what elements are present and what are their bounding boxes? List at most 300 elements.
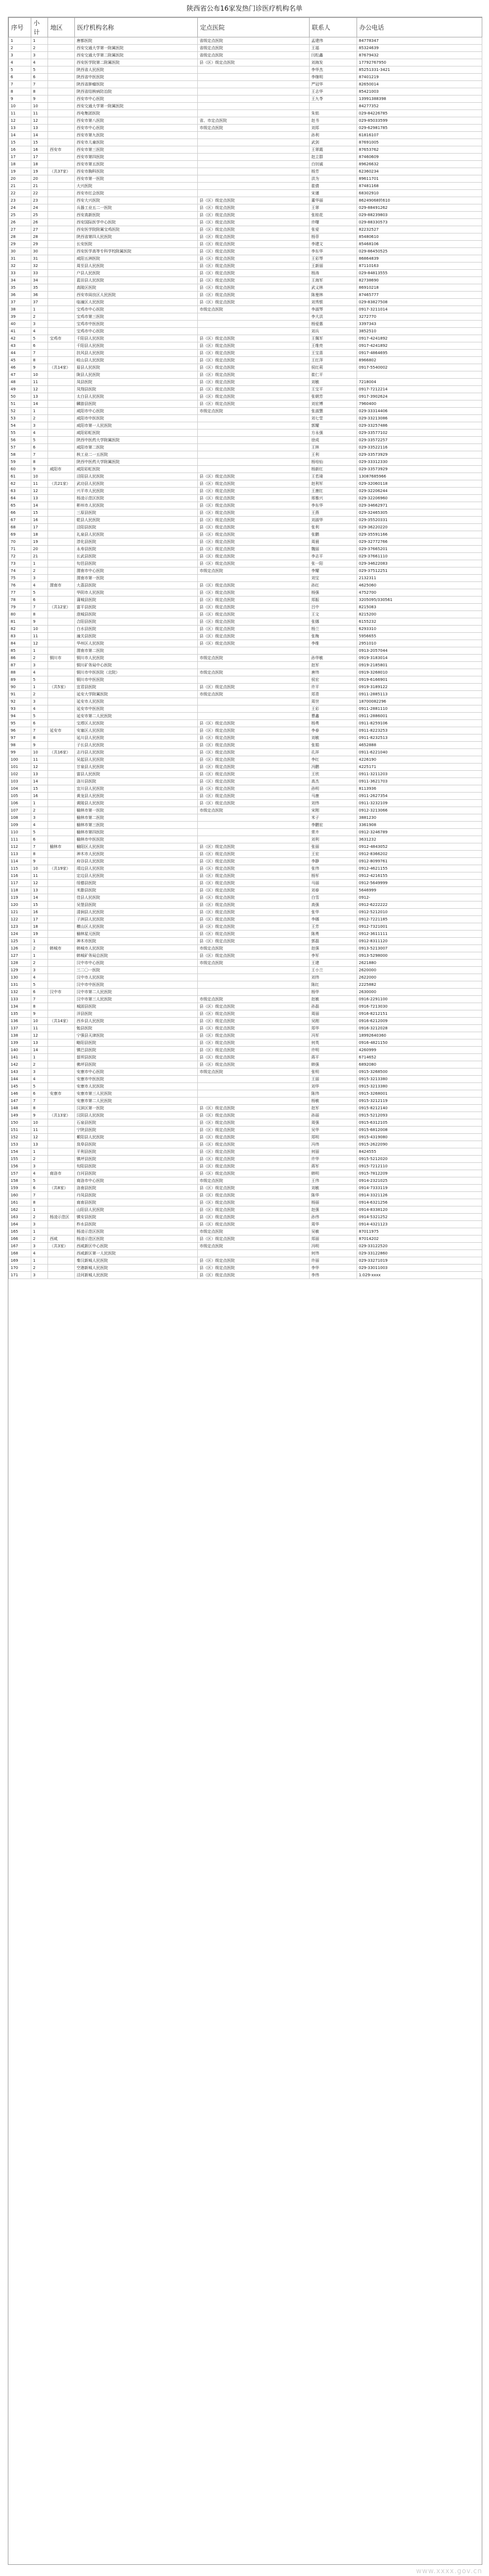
row-region [48, 618, 75, 626]
table-row [9, 633, 482, 640]
row-subtotal: 2 [31, 415, 48, 422]
row-phone: 029-33522116 [357, 444, 482, 451]
row-region [48, 952, 75, 960]
row-phone: 029-32206244 [357, 488, 482, 495]
row-hospital-name: 汉阴县人民医院 [75, 1112, 198, 1119]
table-row [9, 495, 482, 502]
row-subtotal: 15 [31, 139, 48, 146]
row-index: 23 [9, 197, 31, 204]
row-index: 54 [9, 422, 31, 430]
row-designation: 县（区）级定点医院 [198, 509, 310, 517]
row-phone: 0912-7221185 [357, 916, 482, 923]
row-subtotal: 1 [31, 800, 48, 807]
row-index: 40 [9, 321, 31, 328]
row-hospital-name: 咸阳市中心医院 [75, 408, 198, 415]
row-contact: 刘七堂 [310, 415, 357, 422]
row-subtotal: 17 [31, 524, 48, 531]
row-region [48, 1119, 75, 1127]
row-hospital-name: 榆林市第三医院 [75, 822, 198, 829]
table-row [9, 1039, 482, 1047]
row-designation: 县（区）级定点医院 [198, 1127, 310, 1134]
row-contact: 杨华 [310, 989, 357, 996]
row-region [48, 517, 75, 524]
row-index: 69 [9, 531, 31, 538]
row-phone: 82650014 [357, 81, 482, 88]
row-designation [198, 466, 310, 473]
row-index: 95 [9, 720, 31, 727]
row-region [48, 444, 75, 451]
table-row [9, 284, 482, 292]
row-index: 123 [9, 923, 31, 931]
row-designation: 县（区）级定点医院 [198, 502, 310, 509]
row-subtotal: 16 [31, 793, 48, 800]
row-designation: 县（区）级定点医院 [198, 1003, 310, 1010]
row-region [48, 676, 75, 684]
row-region [48, 626, 75, 633]
row-hospital-name: 镇坪县医院 [75, 1156, 198, 1163]
table-row [9, 263, 482, 270]
row-index: 22 [9, 190, 31, 197]
row-index: 8 [9, 88, 31, 96]
row-hospital-name: 乾县人民医院 [75, 517, 198, 524]
row-subtotal: 7 [31, 1192, 48, 1199]
row-index: 4 [9, 59, 31, 66]
row-phone: 87679432 [357, 52, 482, 59]
row-contact: 孙利 [310, 132, 357, 139]
row-designation [198, 698, 310, 705]
row-region [48, 669, 75, 676]
row-subtotal: 3 [31, 698, 48, 705]
row-subtotal: 13 [31, 393, 48, 400]
row-subtotal: 12 [31, 764, 48, 771]
row-subtotal: 12 [31, 386, 48, 393]
row-subtotal: 13 [31, 495, 48, 502]
row-subtotal: 9 [31, 364, 48, 371]
row-designation [198, 415, 310, 422]
row-index: 126 [9, 945, 31, 952]
row-region [48, 1127, 75, 1134]
row-hospital-name: 杨凌示范区医院 [75, 495, 198, 502]
row-designation: 县（区）级定点医院 [198, 764, 310, 771]
row-index: 130 [9, 974, 31, 981]
table-row [9, 146, 482, 154]
table-row [9, 393, 482, 400]
row-region [48, 647, 75, 655]
row-hospital-name: 清涧县人民医院 [75, 909, 198, 916]
row-subtotal: 14 [31, 400, 48, 408]
row-subtotal: 6 [31, 1090, 48, 1098]
row-phone: 7218004 [357, 379, 482, 386]
row-contact: 吕中 [310, 604, 357, 611]
row-designation: 县（区）级定点医院 [198, 952, 310, 960]
row-contact: 米子 [310, 814, 357, 822]
row-subtotal: 11 [31, 379, 48, 386]
row-hospital-name: 神木市医院 [75, 938, 198, 945]
row-contact: 刘宝 [310, 575, 357, 582]
row-region [48, 938, 75, 945]
row-hospital-name: 礼泉县人民医院 [75, 531, 198, 538]
row-subtotal: 17 [31, 154, 48, 161]
row-phone: 029-32772766 [357, 538, 482, 546]
row-designation [198, 103, 310, 110]
row-designation: 县（区）级定点医院 [198, 1112, 310, 1119]
row-subtotal: 4 [31, 822, 48, 829]
row-region [48, 894, 75, 901]
table-row [9, 1250, 482, 1257]
row-designation: 县（区）级定点医院 [198, 771, 310, 778]
row-hospital-name: 铜川市人民医院 [75, 655, 198, 662]
row-index: 146 [9, 1090, 31, 1098]
row-hospital-name: 铜川市中医医院 [75, 676, 198, 684]
row-contact: 张华 [310, 909, 357, 916]
table-row [9, 1257, 482, 1265]
row-phone: 029-36220220 [357, 524, 482, 531]
row-index: 2 [9, 45, 31, 52]
row-subtotal: 2 [31, 960, 48, 967]
row-hospital-name: 志丹县人民医院 [75, 749, 198, 756]
row-region [48, 1177, 75, 1185]
row-region [48, 1003, 75, 1010]
row-hospital-name: 咸阳五洲医院 [75, 255, 198, 263]
row-phone: 87401219 [357, 74, 482, 81]
table-row [9, 655, 482, 662]
row-region: （共19家） [48, 865, 75, 872]
row-region [48, 161, 75, 168]
row-hospital-name: 韩城市人民医院 [75, 945, 198, 952]
row-region [48, 640, 75, 647]
row-subtotal: 28 [31, 233, 48, 241]
row-index: 43 [9, 342, 31, 350]
row-contact: 孔祥 [310, 749, 357, 756]
row-subtotal: 13 [31, 1141, 48, 1148]
row-subtotal: 4 [31, 430, 48, 437]
row-phone: 4625060 [357, 582, 482, 589]
row-region [48, 451, 75, 459]
row-contact: 赵敏 [310, 996, 357, 1003]
row-contact: 孙华敏 [310, 655, 357, 662]
row-index: 109 [9, 822, 31, 829]
row-contact: 周世 [310, 698, 357, 705]
row-index: 82 [9, 626, 31, 633]
row-hospital-name: 吴堡县医院 [75, 901, 198, 909]
row-designation: 县（区）级定点医院 [198, 1010, 310, 1018]
row-designation: 市级定点医院 [198, 691, 310, 698]
row-subtotal: 8 [31, 1105, 48, 1112]
row-subtotal: 3 [31, 814, 48, 822]
row-contact: 张淑慧 [310, 408, 357, 415]
row-phone: 84778347 [357, 37, 482, 45]
table-row [9, 277, 482, 284]
row-subtotal: 16 [31, 146, 48, 154]
row-region [48, 400, 75, 408]
row-index: 19 [9, 168, 31, 175]
row-index: 157 [9, 1170, 31, 1177]
row-hospital-name: 榆林市第一医院 [75, 807, 198, 814]
row-phone: 0917-3211014 [357, 306, 482, 313]
row-subtotal: 1 [31, 1206, 48, 1214]
row-region: （共12家） [48, 604, 75, 611]
row-index: 60 [9, 466, 31, 473]
row-subtotal: 14 [31, 894, 48, 901]
row-subtotal: 11 [31, 110, 48, 117]
table-row [9, 328, 482, 335]
row-designation [198, 459, 310, 466]
row-subtotal: 7 [31, 604, 48, 611]
row-index: 41 [9, 328, 31, 335]
row-contact: 董华丽 [310, 197, 357, 204]
row-region: 西安市 [48, 146, 75, 154]
row-hospital-name: 韩城矿务局总医院 [75, 952, 198, 960]
row-region [48, 589, 75, 597]
row-contact: 王文 [310, 611, 357, 618]
row-hospital-name: 汉中市人民医院 [75, 974, 198, 981]
row-designation: 县（区）级定点医院 [198, 1039, 310, 1047]
table-row [9, 589, 482, 597]
row-contact: 张桂花 [310, 212, 357, 219]
table-row [9, 531, 482, 538]
row-designation: 县（区）级定点医院 [198, 473, 310, 480]
row-contact: 赵强 [310, 945, 357, 952]
row-designation: 县（区）级定点医院 [198, 1054, 310, 1061]
row-region [48, 662, 75, 669]
row-hospital-name: 兴平市人民医院 [75, 488, 198, 495]
row-region [48, 1098, 75, 1105]
row-contact: 陈伟 [310, 1090, 357, 1098]
row-phone: 0915-3268001 [357, 1090, 482, 1098]
row-designation: 县（区）级定点医院 [198, 1032, 310, 1039]
row-subtotal: 3 [31, 422, 48, 430]
row-region [48, 1199, 75, 1206]
table-row [9, 822, 482, 829]
row-phone: 82738690 [357, 277, 482, 284]
row-subtotal: 4 [31, 328, 48, 335]
row-region: （共14家） [48, 1018, 75, 1025]
row-hospital-name: 扶风县人民医院 [75, 350, 198, 357]
row-contact: 高强 [310, 901, 357, 909]
row-designation: 市级定点医院 [198, 807, 310, 814]
row-contact: 魏丽 [310, 546, 357, 553]
header-designation: 定点医院 [198, 18, 310, 37]
row-index: 74 [9, 567, 31, 575]
row-contact: 孙丽 [310, 1112, 357, 1119]
table-row [9, 582, 482, 589]
row-phone: 0916-6212009 [357, 1018, 482, 1025]
row-hospital-name: 佳县人民医院 [75, 894, 198, 901]
row-index: 37 [9, 299, 31, 306]
row-phone: 0914-2321025 [357, 1177, 482, 1185]
row-phone: 89626632 [357, 161, 482, 168]
row-region [48, 851, 75, 858]
table-row [9, 1265, 482, 1272]
row-index: 94 [9, 713, 31, 720]
row-hospital-name: 岐山县人民医院 [75, 357, 198, 364]
row-designation: 县（区）级定点医院 [198, 1163, 310, 1170]
row-subtotal: 6 [31, 597, 48, 604]
row-phone: 029-33573929 [357, 466, 482, 473]
row-index: 89 [9, 676, 31, 684]
row-hospital-name: 秦汉新城人民医院 [75, 1257, 198, 1265]
row-index: 45 [9, 357, 31, 364]
row-phone: 13087685966 [357, 473, 482, 480]
row-index: 50 [9, 393, 31, 400]
row-designation [198, 705, 310, 713]
row-phone: 0916-2291100 [357, 996, 482, 1003]
row-contact: 侯红莉 [310, 364, 357, 371]
table-row [9, 132, 482, 139]
row-designation [198, 110, 310, 117]
table-row [9, 415, 482, 422]
row-region [48, 110, 75, 117]
row-region: （共37家） [48, 168, 75, 175]
row-designation: 县（区）级定点医院 [198, 219, 310, 226]
row-hospital-name: 咸阳市第二医院 [75, 444, 198, 451]
row-index: 159 [9, 1185, 31, 1192]
row-region [48, 37, 75, 45]
row-contact: 李伟 [310, 1272, 357, 1279]
row-index: 104 [9, 785, 31, 793]
row-phone: 6892080 [357, 1061, 482, 1068]
row-phone: 85480610 [357, 233, 482, 241]
table-row [9, 161, 482, 168]
row-contact: 王欣 [310, 771, 357, 778]
row-subtotal: 23 [31, 197, 48, 204]
row-index: 63 [9, 488, 31, 495]
row-contact: 李华杰 [310, 66, 357, 74]
row-index: 35 [9, 284, 31, 292]
row-region [48, 560, 75, 567]
row-region [48, 350, 75, 357]
row-region [48, 197, 75, 204]
row-index: 161 [9, 1199, 31, 1206]
row-designation: 县（区）级定点医院 [198, 480, 310, 488]
row-phone: 0912-8099761 [357, 858, 482, 865]
row-index: 145 [9, 1083, 31, 1090]
header-subtotal: 小计 [31, 18, 48, 37]
row-index: 87 [9, 662, 31, 669]
row-subtotal: 6 [31, 74, 48, 81]
row-region [48, 459, 75, 466]
row-region [48, 190, 75, 197]
row-contact: 张梅 [310, 633, 357, 640]
row-region [48, 698, 75, 705]
row-index: 36 [9, 292, 31, 299]
row-hospital-name: 宝鸡市第三医院 [75, 313, 198, 321]
table-row [9, 909, 482, 916]
row-designation: 县（区）级定点医院 [198, 880, 310, 887]
row-hospital-name: 泾阳县人民医院 [75, 473, 198, 480]
row-phone: 0914-3321126 [357, 1192, 482, 1199]
row-contact: 杨爱惠 [310, 321, 357, 328]
row-phone: 029-33573929 [357, 451, 482, 459]
row-phone: 87460609 [357, 154, 482, 161]
row-designation: 县（区）级定点医院 [198, 538, 310, 546]
table-row [9, 37, 482, 45]
row-contact: 陈红 [310, 981, 357, 989]
row-subtotal: 12 [31, 488, 48, 495]
row-phone: 029-33312330 [357, 459, 482, 466]
table-row [9, 444, 482, 451]
row-contact: 杨敏 [310, 1098, 357, 1105]
row-designation: 县（区）级定点医院 [198, 495, 310, 502]
row-designation: 县（区）级定点医院 [198, 872, 310, 880]
row-region [48, 1105, 75, 1112]
table-row [9, 872, 482, 880]
row-designation: 省级定点医院 [198, 37, 310, 45]
table-row [9, 248, 482, 255]
row-phone: 2621880 [357, 960, 482, 967]
row-index: 136 [9, 1018, 31, 1025]
row-hospital-name: 华州区人民医院 [75, 640, 198, 647]
row-designation: 县（区）级定点医院 [198, 233, 310, 241]
row-designation [198, 676, 310, 684]
row-hospital-name: 蒲城县医院 [75, 597, 198, 604]
row-subtotal: 1 [31, 408, 48, 415]
row-hospital-name: 渭南市中心医院 [75, 567, 198, 575]
row-subtotal: 1 [31, 952, 48, 960]
row-subtotal: 9 [31, 618, 48, 626]
row-hospital-name: 汉中市中心医院 [75, 960, 198, 967]
row-region [48, 103, 75, 110]
row-contact: 徐成 [310, 437, 357, 444]
row-designation: 市级定点医院 [198, 567, 310, 575]
table-row [9, 226, 482, 233]
table-row [9, 371, 482, 379]
table-row [9, 517, 482, 524]
table-row [9, 1025, 482, 1032]
row-subtotal: 9 [31, 1010, 48, 1018]
row-phone: 87014202 [357, 1235, 482, 1243]
row-subtotal: 4 [31, 974, 48, 981]
row-index: 31 [9, 255, 31, 263]
table-row [9, 270, 482, 277]
table-row [9, 887, 482, 894]
table-row [9, 1003, 482, 1010]
row-region: 咸阳市 [48, 466, 75, 473]
row-region [48, 1134, 75, 1141]
row-designation: 县（区）级定点医院 [198, 1018, 310, 1025]
row-contact: 杨丽 [310, 1199, 357, 1206]
row-subtotal: 15 [31, 785, 48, 793]
row-subtotal: 2 [31, 45, 48, 52]
row-hospital-name: 富平县医院 [75, 604, 198, 611]
row-region [48, 1047, 75, 1054]
row-phone: 0911-6221040 [357, 749, 482, 756]
row-subtotal: 13 [31, 771, 48, 778]
row-index: 7 [9, 81, 31, 88]
row-index: 141 [9, 1054, 31, 1061]
row-contact: 陈华 [310, 1192, 357, 1199]
row-subtotal: 6 [31, 989, 48, 996]
row-subtotal: 3 [31, 1068, 48, 1076]
row-designation [198, 430, 310, 437]
row-region [48, 793, 75, 800]
table-row [9, 974, 482, 981]
row-phone: 029-33572257 [357, 437, 482, 444]
row-phone: 17792767950 [357, 59, 482, 66]
row-designation: 县（区）级定点医院 [198, 197, 310, 204]
row-contact: 刘敏 [310, 734, 357, 742]
table-row [9, 618, 482, 626]
row-contact: 王九苓 [310, 96, 357, 103]
row-designation: 县（区）级定点医院 [198, 589, 310, 597]
row-hospital-name: 西咸新区第一人民医院 [75, 1250, 198, 1257]
row-contact: 杨培仙 [310, 459, 357, 466]
table-row [9, 1134, 482, 1141]
row-contact: 李东华 [310, 502, 357, 509]
table-row [9, 923, 482, 931]
row-region [48, 1192, 75, 1199]
row-contact: 陈勇 [310, 931, 357, 938]
